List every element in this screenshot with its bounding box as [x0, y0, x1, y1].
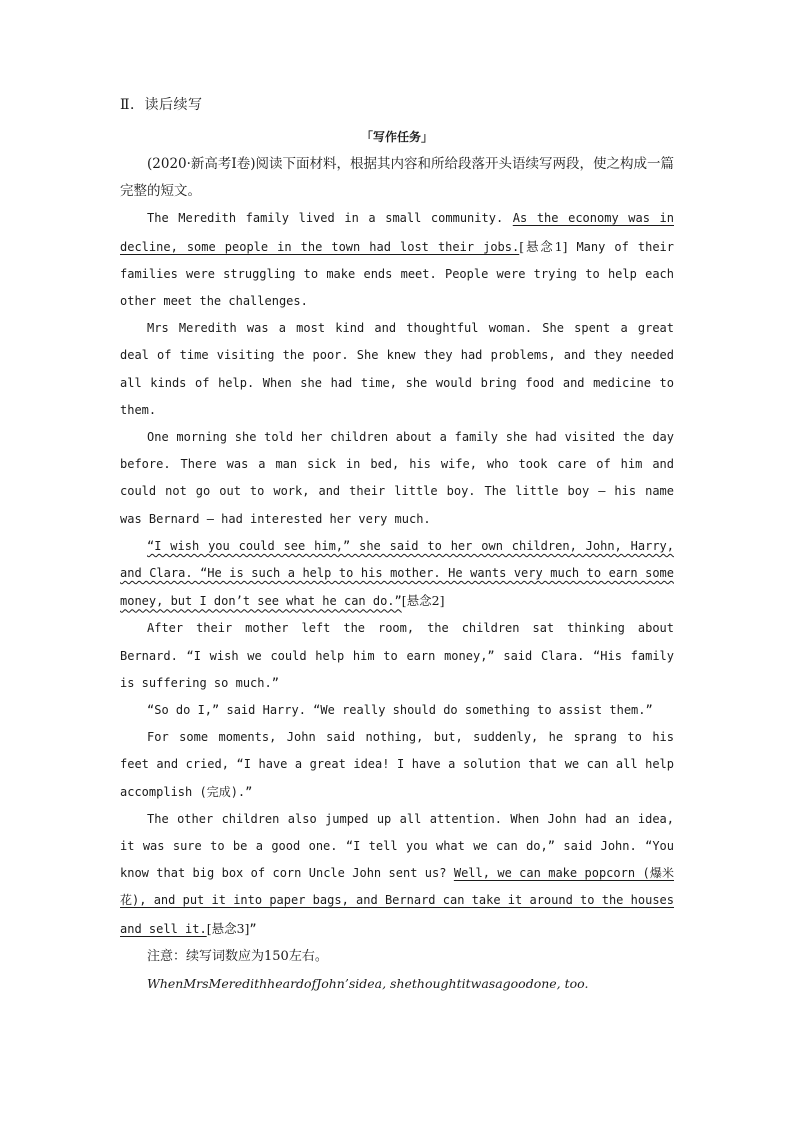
- paragraph-1-text-c: Many of their families were struggling to make ends meet. People were trying to help each other meet the challenges.: [120, 239, 674, 309]
- paragraph-1-underlined: As the economy was in decline, some people in the town had lost their jobs.: [120, 211, 674, 254]
- passage: [120, 151, 674, 997]
- task-title: 「写作任务」: [360, 130, 433, 144]
- paragraph-1: [120, 205, 674, 315]
- suspense-hint-3: [悬念3]: [206, 920, 250, 936]
- paragraph-4-underlined: “I wish you could see him,” she said to her own children, John, Harry, and Clara. “He is such a help to his mother. He wants very much to earn some money, but I don’t see what he can do.”: [120, 538, 674, 609]
- continuation-starter: WhenMrsMeredithheardofJohn’sidea, shethoughtitwasagoodone, too.: [147, 976, 589, 992]
- paragraph-8: [120, 806, 674, 943]
- paragraph-1-text-a: The Meredith family lived in a small community.: [147, 211, 513, 226]
- paragraph-5: After their mother left the room, the children sat thinking about Bernard. “I wish we could help him to earn money,” said Clara. “His family is suffering so much.”: [120, 621, 674, 690]
- section-title: Ⅱ．读后续写: [120, 97, 203, 113]
- paragraph-6: “So do I,” said Harry. “We really should do something to assist them.”: [147, 703, 653, 718]
- paragraph-8-underlined: Well, we can make popcorn (爆米花), and put it into paper bags, and Bernard can take it around to the houses and sell it.: [120, 866, 674, 936]
- suspense-hint-2: [悬念2]: [401, 593, 445, 609]
- paragraph-8-text-c: ”: [249, 921, 257, 936]
- task-instructions: (2020·新高考Ⅰ卷)阅读下面材料，根据其内容和所给段落开头语续写两段，使之构成一篇完整的短文。: [120, 156, 675, 200]
- paragraph-3: One morning she told her children about a family she had visited the day before. There was a man sick in bed, his wife, who took care of him and could not go out to work, and their little boy. The little boy — his name was Bernard — had interested her very much.: [120, 430, 674, 526]
- paragraph-8-text-a: The other children also jumped up all attention. When John had an idea, it was sure to be a good one. “I tell you what we can do,” said John. “You know that big box of corn Uncle John sent us?: [120, 811, 674, 881]
- word-count-note: 注意：续写词数应为150左右。: [147, 948, 328, 964]
- paragraph-2: Mrs Meredith was a most kind and thoughtful woman. She spent a great deal of time visiting the poor. She knew they had problems, and they needed all kinds of help. When she had time, she would bring food and medicine to them.: [120, 321, 674, 417]
- paragraph-4: [120, 533, 674, 616]
- suspense-hint-1: [悬念1]: [519, 238, 568, 254]
- paragraph-7: For some moments, John said nothing, but, suddenly, he sprang to his feet and cried, “I have a great idea! I have a solution that we can all help accomplish (完成).”: [120, 730, 674, 799]
